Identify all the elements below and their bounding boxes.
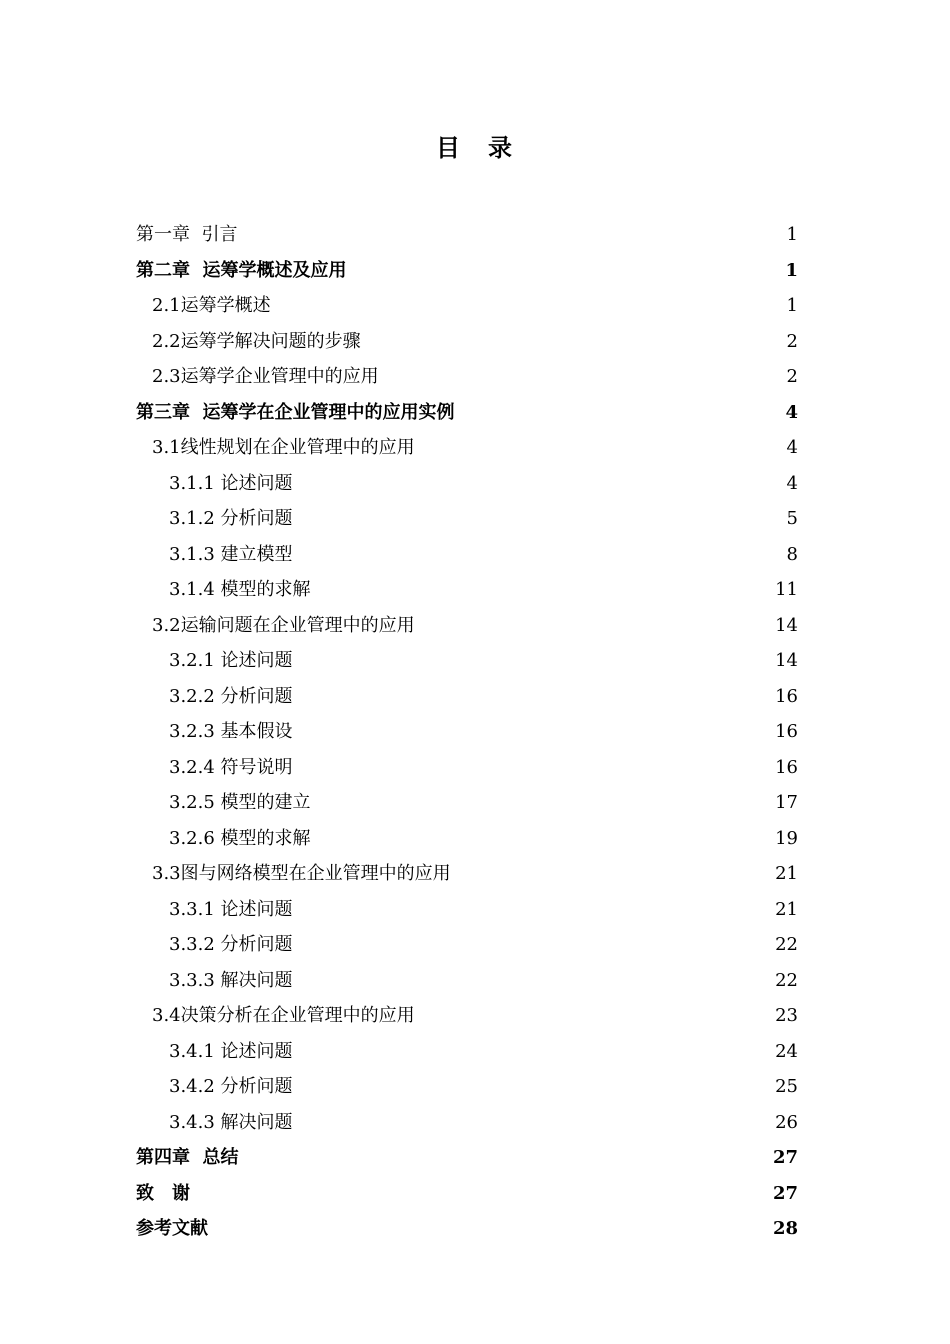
toc-entry[interactable] <box>136 1034 798 1070</box>
toc-entry[interactable] <box>136 572 798 608</box>
toc-entry-label: 3.3.3 解决问题 <box>169 969 293 991</box>
toc-entry-page-number: 1 <box>785 259 798 281</box>
toc-entry[interactable] <box>136 643 798 679</box>
toc-entry-page-number: 11 <box>775 579 798 600</box>
toc-entry[interactable] <box>136 927 798 963</box>
toc-entry[interactable] <box>136 1105 798 1141</box>
toc-entry-page-number: 21 <box>775 863 798 884</box>
toc-entry-label: 3.1.3 建立模型 <box>169 543 293 565</box>
toc-entry-label: 2.1运筹学概述 <box>152 295 271 316</box>
toc-entry[interactable] <box>136 1069 798 1105</box>
toc-entry-page-number: 17 <box>775 792 798 813</box>
toc-entry[interactable] <box>136 537 798 573</box>
toc-entry[interactable] <box>136 998 798 1034</box>
toc-entry-label: 3.3.2 分析问题 <box>169 934 293 955</box>
toc-entry-page-number: 16 <box>775 756 798 778</box>
toc-entry-page-number: 2 <box>786 366 798 387</box>
toc-entry-label: 2.2运筹学解决问题的步骤 <box>152 330 361 352</box>
toc-entry-label: 3.4.1 论述问题 <box>169 1040 293 1062</box>
toc-entry-label: 3.1.1 论述问题 <box>169 472 293 494</box>
toc-entry-page-number: 1 <box>786 224 798 245</box>
toc-entry-page-number: 22 <box>775 934 798 955</box>
toc-entry-page-number: 22 <box>775 969 798 991</box>
toc-entry[interactable] <box>136 963 798 999</box>
toc-entry[interactable] <box>136 1140 798 1176</box>
toc-entry-label: 参考文献 <box>136 1218 208 1239</box>
toc-entry-label: 3.1.2 分析问题 <box>169 508 293 529</box>
toc-entry-label: 第二章 运筹学概述及应用 <box>136 259 347 281</box>
toc-entry-page-number: 19 <box>775 827 798 849</box>
toc-entry[interactable] <box>136 785 798 821</box>
toc-entry[interactable] <box>136 679 798 715</box>
toc-entry[interactable] <box>136 1211 798 1247</box>
toc-entry-page-number: 28 <box>772 1218 798 1239</box>
toc-entry-page-number: 27 <box>772 1147 798 1168</box>
toc-entry[interactable] <box>136 430 798 466</box>
toc-entry[interactable] <box>136 288 798 324</box>
toc-entry-page-number: 14 <box>775 650 798 671</box>
toc-entry-label: 3.4决策分析在企业管理中的应用 <box>152 1005 415 1026</box>
toc-entry-page-number: 4 <box>786 437 798 458</box>
toc-entry[interactable] <box>136 501 798 537</box>
toc-entry-page-number: 23 <box>775 1005 798 1026</box>
toc-entry-page-number: 2 <box>786 330 798 352</box>
toc-entry[interactable] <box>136 892 798 928</box>
toc-entry-page-number: 14 <box>775 614 798 636</box>
toc-entry-label: 3.2.4 符号说明 <box>169 756 293 778</box>
toc-entry-page-number: 27 <box>772 1182 798 1204</box>
toc-entry-label: 3.4.2 分析问题 <box>169 1076 293 1097</box>
toc-entry-page-number: 16 <box>775 721 798 742</box>
toc-entry[interactable] <box>136 821 798 857</box>
toc-entry-label: 3.2.1 论述问题 <box>169 650 293 671</box>
toc-entry-page-number: 21 <box>775 898 798 920</box>
toc-entry-label: 第三章 运筹学在企业管理中的应用实例 <box>136 401 455 423</box>
toc-entry-page-number: 25 <box>775 1076 798 1097</box>
toc-entry-label: 3.2.5 模型的建立 <box>169 792 311 813</box>
toc-entry-label: 3.2运输问题在企业管理中的应用 <box>152 614 415 636</box>
toc-entry-label: 3.2.6 模型的求解 <box>169 827 311 849</box>
toc-entry[interactable] <box>136 856 798 892</box>
toc-entry[interactable] <box>136 253 798 289</box>
toc-entry-page-number: 24 <box>775 1040 798 1062</box>
toc-title: 目 录 <box>436 133 514 162</box>
toc-entry-page-number: 4 <box>786 472 798 494</box>
toc-entry[interactable] <box>136 324 798 360</box>
toc-entry-label: 3.3.1 论述问题 <box>169 898 293 920</box>
toc-entry-label: 3.1线性规划在企业管理中的应用 <box>152 437 415 458</box>
toc-entry[interactable] <box>136 714 798 750</box>
toc-entry[interactable] <box>136 466 798 502</box>
toc-entry[interactable] <box>136 217 798 253</box>
toc-entry[interactable] <box>136 750 798 786</box>
toc-entry-label: 3.2.2 分析问题 <box>169 685 293 707</box>
toc-entry-label: 2.3运筹学企业管理中的应用 <box>152 366 379 387</box>
toc-entry-page-number: 5 <box>786 508 798 529</box>
toc-entry-label: 致 谢 <box>136 1182 190 1204</box>
toc-entry-page-number: 16 <box>775 685 798 707</box>
toc-entry-label: 第一章 引言 <box>136 224 238 245</box>
toc-list <box>136 217 798 1247</box>
toc-entry[interactable] <box>136 359 798 395</box>
toc-entry[interactable] <box>136 1176 798 1212</box>
toc-entry-label: 第四章 总结 <box>136 1147 239 1168</box>
toc-entry[interactable] <box>136 395 798 431</box>
toc-entry-page-number: 8 <box>786 543 798 565</box>
toc-entry[interactable] <box>136 608 798 644</box>
toc-entry-page-number: 1 <box>786 295 798 316</box>
toc-entry-page-number: 4 <box>785 401 798 423</box>
toc-entry-page-number: 26 <box>775 1111 798 1133</box>
toc-entry-label: 3.1.4 模型的求解 <box>169 579 311 600</box>
toc-entry-label: 3.3图与网络模型在企业管理中的应用 <box>152 863 451 884</box>
toc-entry-label: 3.2.3 基本假设 <box>169 721 293 742</box>
toc-entry-label: 3.4.3 解决问题 <box>169 1111 293 1133</box>
